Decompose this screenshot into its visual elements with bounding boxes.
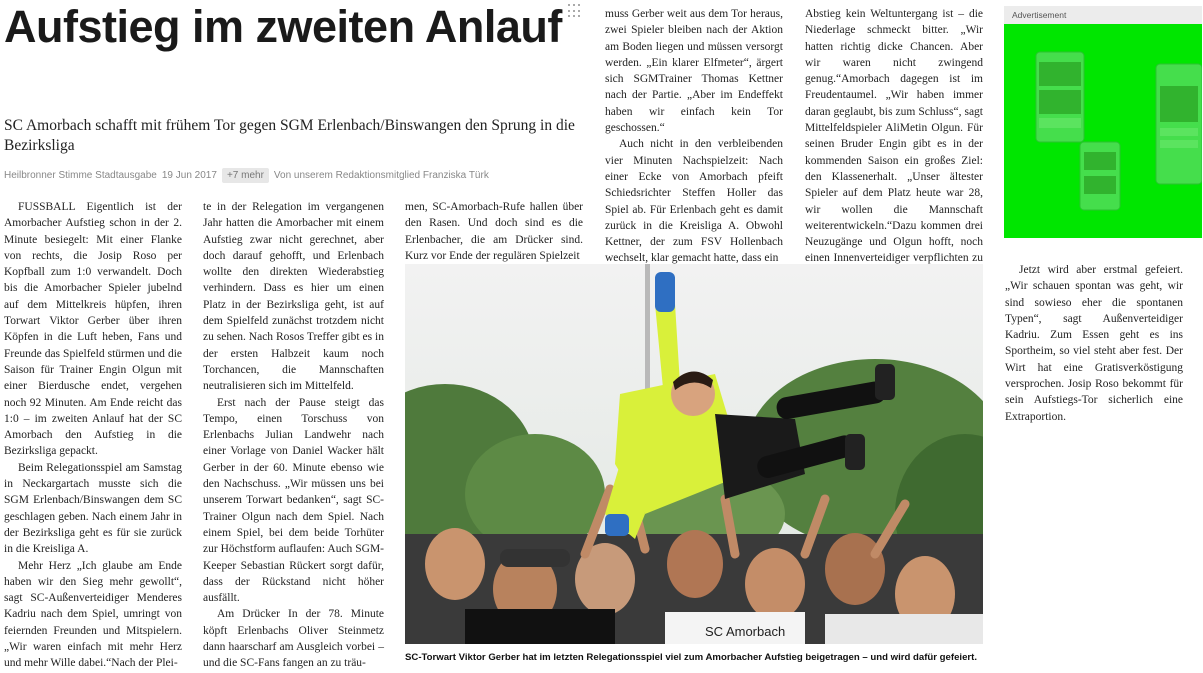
article-column-3 (405, 199, 583, 264)
advertisement-label: Advertisement (1004, 6, 1202, 24)
paragraph: muss Gerber weit aus dem Tor heraus, zwei Spieler bleiben nach der Aktion am Boden liegen und müssen versorgt werden. „Ein klarer Elfmeter“, ärgert sich SGMTrainer Thomas Kettner nach der Partie. „Aber im Endeffekt haben wir einfach kein Tor geschossen.“ (605, 8, 783, 135)
paragraph: te in der Relegation im vergangenen Jahr hatten die Amorbacher mit einem Aufstieg zwar nicht gerechnet, aber doch darauf gehofft, und Erlenbach wollte den direkten Wiederabstieg verhindern. Dass es hier um einen Platz in der Bezirksliga geht, ist auf dem Spielfeld zunächst trotzdem nicht zu sehen. Nach Rosos Treffer gibt es in der ersten Halbzeit kaum noch Torchancen, die Mannschaften neutralisieren sich im Mittelfeld. (203, 201, 384, 393)
meta-source: Heilbronner Stimme Stadtausgabe (4, 169, 157, 181)
article-column-2 (203, 199, 384, 672)
paragraph: men, SC-Amorbach-Rufe hallen über den Rasen. Und doch sind es die Erlenbacher, die am Drücker sind. Kurz vor Ende der regulären Spielzeit (405, 201, 583, 262)
article-column-5 (805, 6, 983, 283)
article-meta (4, 166, 594, 184)
article-column-6 (1005, 262, 1183, 425)
shirt-text: SC Amorbach (705, 624, 786, 639)
photo-caption: SC-Torwart Viktor Gerber hat im letzten Relegationsspiel viel zum Amorbacher Aufstieg beigetragen – und wird dafür gefeiert. (405, 652, 978, 663)
more-sources-button[interactable]: +7 mehr (222, 168, 269, 183)
paragraph: Am Drücker In der 78. Minute köpft Erlenbachs Oliver Steinmetz dann haarscharf am Ausgleich vorbei – und die SC-Fans fangen an zu träu- (203, 608, 384, 670)
paragraph: Jetzt wird aber erstmal gefeiert. „Wir schauen spontan was geht, wir sind sowieso eher die spontanen Typen“, sagt Außenverteidiger Kadriu. Zum Essen geht es ins Sportheim, so viel steht aber fest. Der Wirt hat eine Gratisverköstigung versprochen. Josip Roso bekommt für sein Aufstiegs-Tor sicherlich eine Extraportion. (1005, 264, 1183, 423)
article-column-1 (4, 199, 182, 672)
article-column-4 (605, 6, 783, 267)
paragraph: Mehr Herz „Ich glaube am Ende haben wir den Sieg mehr gewollt“, sagt SC-Außenverteidiger Menderes Kadriu nach dem Spiel, umringt von feiernden Freunden und Mitspielern. „Wir waren einfach mit mehr Herz und mehr Wille dabei.“Nach der Plei- (4, 559, 182, 670)
paragraph: Abstieg kein Weltuntergang ist – die Niederlage schmeckt bitter. „Wir hatten richtig dicke Chancen. Aber wir waren nicht zwingend genug.“Amorbach dagegen ist im Freudentaumel. „Wir haben immer daran geglaubt, bis zum Schluss“, sagt Mittelfeldspieler AliMetin Olgun. Für seinen Bruder Engin gibt es in der kommenden Saison ein großes Ziel: den Klassenerhalt. „Unser ältester Spieler auf dem Platz heute war 28, wir wollen die Mannschaft weiterentwickeln.“Dazu kommen drei Neuzugänge und Olgun hofft, noch einen Innenverteidiger verpflichten zu (805, 8, 983, 265)
meta-author: Von unserem Redaktionsmitglied Franziska Türk (273, 169, 489, 181)
meta-date: 19 Jun 2017 (161, 169, 217, 181)
drag-handle-icon[interactable] (568, 4, 582, 18)
article-headline: Aufstieg im zweiten Anlauf (4, 1, 562, 52)
ad-graphic (1004, 24, 1202, 238)
paragraph: Auch nicht in den verbleibenden vier Minuten Nachspielzeit: Nach einer Ecke von Amorbach pfeift Schiedsrichter Steffen Holler das Spiel ab. Für Erlenbach geht es damit zurück in die Kreisliga A. Obwohl Kettner, der zum FSV Hollenbach wechselt, klar gemacht hatte, dass ein (605, 138, 783, 265)
paragraph: Erst nach der Pause steigt das Tempo, einen Torschuss von Erlenbachs Julian Landwehr nach einer Vorlage von Daniel Wacker hält Gerber in der 60. Minute ebenso wie den Nachschuss. „Wir müssen uns bei unserem Torwart bedanken“, sagt SC-Trainer Olgun nach dem Spiel. Nach einem Spiel, bei dem beide Torhüter zur Höchstform auflaufen: Auch SGM-Keeper Sebastian Rückert sorgt dafür, dass der Rückstand nicht höher ausfällt. (203, 396, 384, 605)
celebration-photo (405, 264, 983, 644)
article-photo (405, 264, 983, 644)
paragraph: Beim Relegationsspiel am Samstag in Neckargartach musste sich die SGM Erlenbach/Binswangen dem SC geschlagen geben. Nach einem Jahr in der Bezirksliga geht es für sie zurück in die Kreisliga A. (4, 461, 182, 556)
article-subheadline: SC Amorbach schafft mit frühem Tor gegen SGM Erlenbach/Binswangen den Sprung in die Bezirksliga (4, 117, 575, 154)
advertisement-banner[interactable] (1004, 24, 1202, 238)
dateline: FUSSBALL (18, 201, 76, 213)
paragraph: FUSSBALL Eigentlich ist der Amorbacher Aufstieg schon in der 2. Minute besiegelt: Mit einer Flanke von rechts, die Josip Roso per Kopfball zum 1:0 verwandelt. Doch bis die Amorbacher Spieler jubelnd auf dem Mittelkreis hüpfen, ihren Torwart Viktor Gerber über ihren Köpfen in die Luft heben, Fans und Freunde das Spielfeld stürmen und die Saison für Trainer Engin Olgun mit einer Bierdusche endet, vergehen noch 92 Minuten. Am Ende reicht das 1:0 – im zweiten Anlauf hat der SC Amorbach den Aufstieg in die Bezirksliga gepackt. (4, 201, 182, 458)
